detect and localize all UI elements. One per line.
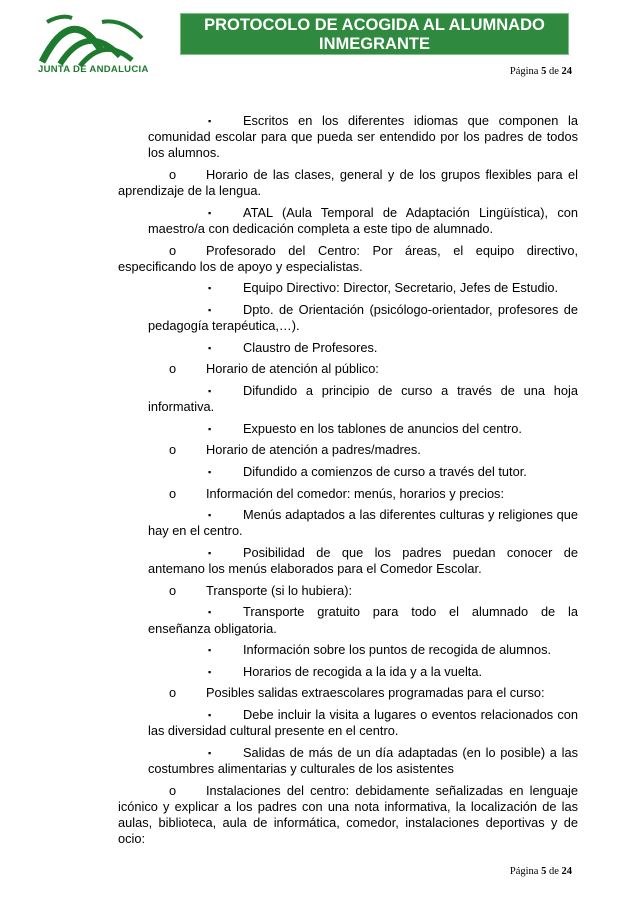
logo-emblem-icon xyxy=(32,12,152,68)
list-item: o Horario de atención al público: xyxy=(169,361,379,377)
header-page-number: Página 5 de 24 xyxy=(509,66,572,77)
title-line-1: PROTOCOLO DE ACOGIDA AL ALUMNADO xyxy=(204,16,545,34)
list-item: ▪ Debe incluir la visita a lugares o eventos relacionados con las diversidad cultural presente en el centro. xyxy=(148,706,578,739)
list-item: o Horario de las clases, general y de los grupos flexibles para el aprendizaje de la lengua. xyxy=(118,167,578,199)
logo-text: JUNTA DE ANDALUCIA xyxy=(38,64,149,75)
list-item: ▪ Difundido a comienzos de curso a través del tutor. xyxy=(208,463,527,479)
list-item: o Información del comedor: menús, horarios y precios: xyxy=(169,485,505,501)
list-item: o Transporte (si lo hubiera): xyxy=(169,582,353,598)
list-item: o Instalaciones del centro: debidamente señalizadas en lenguaje icónico y explicar a los padres con una nota informativa, la localización de las aulas, biblioteca, aula de informática, comedor, instalaciones deportivas y de ocio: xyxy=(118,782,578,847)
list-item: ▪ Dpto. de Orientación (psicólogo-orientador, profesores de pedagogía terapéutica,…). xyxy=(148,301,578,334)
list-item: ▪ Claustro de Profesores. xyxy=(208,339,378,355)
list-item: ▪ Posibilidad de que los padres puedan conocer de antemano los menús elaborados para el Comedor Escolar. xyxy=(148,544,578,577)
title-line-2: INMEGRANTE xyxy=(319,35,430,53)
list-item: o Profesorado del Centro: Por áreas, el equipo directivo, especificando los de apoyo y especialistas. xyxy=(118,242,578,274)
list-item: ▪ Horarios de recogida a la ida y a la vuelta. xyxy=(208,663,483,679)
document-title xyxy=(180,13,569,55)
footer-page-number: Página 5 de 24 xyxy=(509,866,572,877)
list-item: ▪ Equipo Directivo: Director, Secretario, Jefes de Estudio. xyxy=(208,280,559,296)
list-item: ▪ Transporte gratuito para todo el alumnado de la enseñanza obligatoria. xyxy=(148,604,578,636)
list-item: o Horario de atención a padres/madres. xyxy=(169,442,421,458)
list-item: ▪ Escritos en los diferentes idiomas que componen la comunidad escolar para que pueda ser entendido por los padres de todos los alumnos. xyxy=(148,113,578,161)
list-item: ▪ Salidas de más de un día adaptadas (en lo posible) a las costumbres alimentarias y culturales de los asistentes xyxy=(148,744,578,776)
list-item: ▪ ATAL (Aula Temporal de Adaptación Lingüística), con maestro/a con dedicación completa a este tipo de alumnado. xyxy=(148,204,578,236)
list-item: ▪ Información sobre los puntos de recogida de alumnos. xyxy=(208,642,552,658)
list-item: ▪ Difundido a principio de curso a través de una hoja informativa. xyxy=(148,382,578,415)
list-item: ▪ Expuesto en los tablones de anuncios del centro. xyxy=(208,420,522,436)
list-item: ▪ Menús adaptados a las diferentes culturas y religiones que hay en el centro. xyxy=(148,507,578,539)
list-item: o Posibles salidas extraescolares programadas para el curso: xyxy=(169,685,545,701)
document-body xyxy=(118,113,578,853)
